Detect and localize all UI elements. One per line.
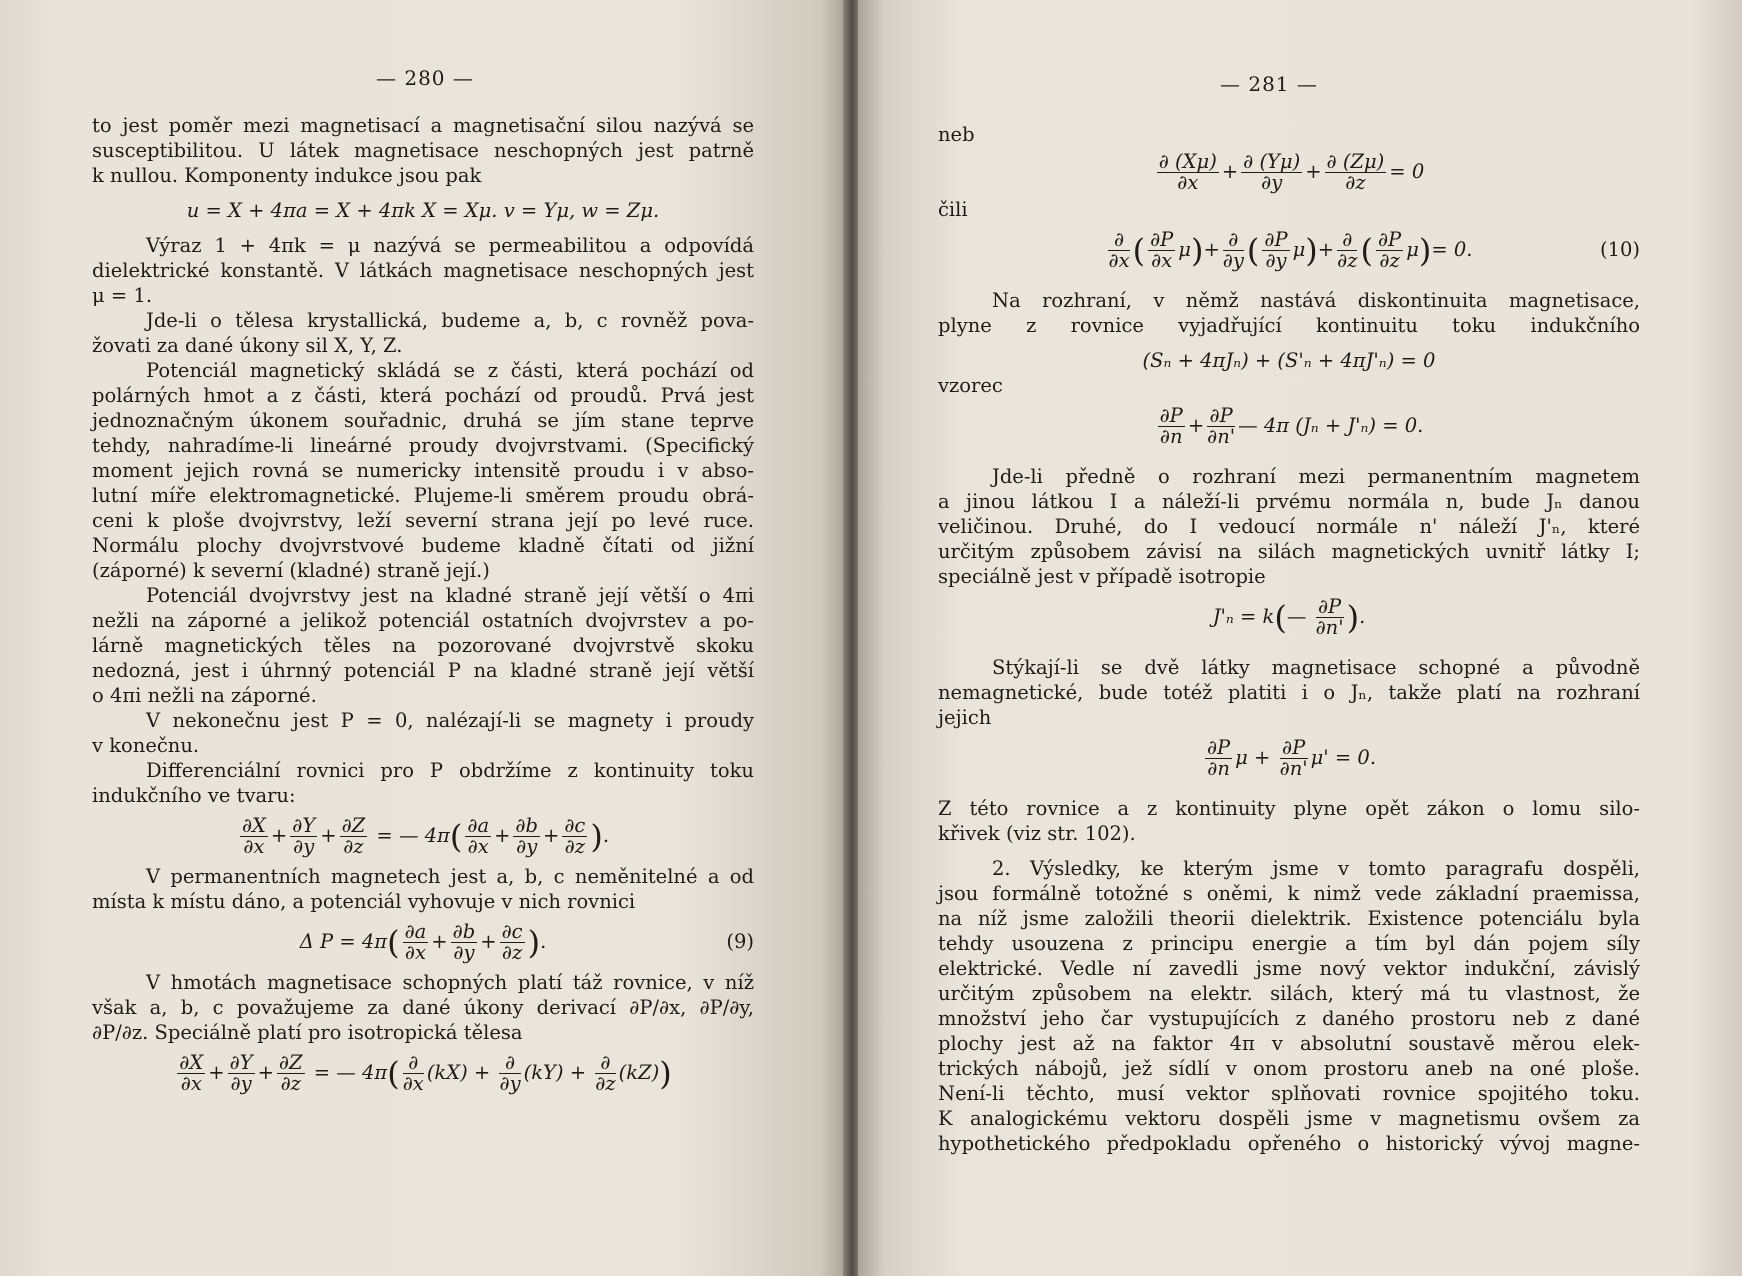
text-line: Není-li těchto, musí vektor splňovati rovnice spojitého toku. xyxy=(938,1082,1640,1105)
text-line: speciálně jest v případě isotropie xyxy=(938,565,1266,588)
equation-flux: $\frac{\partial (X\mu)}{\partial x}$ + $\frac{\partial (Y\mu)}{\partial y}$ + $\frac{\partial (Z\mu)}{\partial z}$ = 0 xyxy=(1158,150,1425,194)
text-line: trických nábojů, jež sídlí v onom prostoru aneb na oné ploše. xyxy=(938,1057,1640,1080)
text-line: lutní míře elektromagnetické. Plujeme-li směrem proudu obrá- xyxy=(92,484,754,507)
text-line: susceptibilitou. U látek magnetisace neschopných jest patrně xyxy=(92,139,754,162)
equation-10: $\frac{\partial}{\partial x}$ ( $\frac{\partial P}{\partial x}$ μ)+ $\frac{\partial}{\partial y}$ ( $\frac{\partial P}{\partial y}$ μ)+ $\frac{\partial}{\partial z}$ ( $\frac{\partial P}{\partial z}$ μ)= 0. (10) xyxy=(938,222,1640,278)
text-line: místa k místu dáno, a potenciál vyhovuje v nich rovnici xyxy=(92,890,636,913)
text-line: křivek (viz str. 102). xyxy=(938,822,1136,845)
text-line: však a, b, c považujeme za dané úkony derivací ∂P/∂x, ∂P/∂y, xyxy=(92,996,754,1019)
text-line: v konečnu. xyxy=(92,734,200,757)
text-line: μ = 1. xyxy=(92,284,153,307)
text-line: nežli na záporné a jelikož potenciál ostatních dvojvrstev a po- xyxy=(92,609,754,632)
text-line: Normálu plochy dvojvrstvové budeme kladně čítati od jižní xyxy=(92,534,754,557)
text-line: 2. Výsledky, ke kterým jsme v tomto paragrafu dospěli, xyxy=(992,857,1640,880)
text-line: Potenciál magnetický skládá se z části, která pochází od xyxy=(146,359,754,382)
left-page-text xyxy=(92,113,754,1101)
equation-induction: u = X + 4πa = X + 4πk X = Xμ. v = Yμ, w = Zμ. xyxy=(186,199,660,222)
left-page xyxy=(0,0,846,1276)
text-line: dielektrické konstantě. V látkách magnetisace neschopných jest xyxy=(92,259,754,282)
equation-mu: $\frac{\partial P}{\partial n}$ μ + $\frac{\partial P}{\partial n'}$ μ' = 0. xyxy=(1206,736,1377,780)
fraction: $\frac{\partial Z}{\partial z}$ xyxy=(341,814,366,858)
equation-lhs: Δ P = 4π xyxy=(299,930,388,953)
text-line: ∂P/∂z. Speciálně platí pro isotropická tělesa xyxy=(92,1021,523,1044)
text-line: jejich xyxy=(938,706,992,729)
page-number-281: — 281 — xyxy=(1220,72,1318,96)
equation-operator: = — 4π xyxy=(376,824,450,847)
text-line: moment jejich rovná se numericky intensitě proudu i v abso- xyxy=(92,459,754,482)
text-line: Stýkají-li se dvě látky magnetisace schopné a původně xyxy=(992,656,1640,679)
text-line: na níž jsme založili theorii dielektrik. Existence potenciálu byla xyxy=(938,907,1640,930)
fraction: $\frac{\partial Y}{\partial y}$ xyxy=(292,814,316,858)
text-line: plochy jest až na faktor 4π v absolutní soustavě měrou elek- xyxy=(938,1032,1640,1055)
text-line: Differenciální rovnici pro P obdržíme z kontinuity toku xyxy=(146,759,754,782)
equation-normal: $\frac{\partial P}{\partial n}$ + $\frac{\partial P}{\partial n'}$ — 4π (Jₙ + J'ₙ) = 0. xyxy=(1159,404,1424,448)
text-line: čili xyxy=(938,198,968,221)
equation-operator: = — 4π xyxy=(313,1061,388,1084)
text-line: plyne z rovnice vyjadřující kontinuitu toku indukčního xyxy=(938,314,1640,337)
text-line: jednoznačným úkonem souřadnic, druhá se jím stane teprve xyxy=(92,409,754,432)
equation-sn: (Sₙ + 4πJₙ) + (S'ₙ + 4πJ'ₙ) = 0 xyxy=(1142,349,1436,372)
equation-number-9: (9) xyxy=(726,930,754,953)
text-line: Z této rovnice a z kontinuity plyne opět zákon o lomu silo- xyxy=(938,797,1640,820)
equation-number-10: (10) xyxy=(1599,238,1640,261)
text-line: neb xyxy=(938,123,975,146)
text-line: V hmotách magnetisace schopných platí táž rovnice, v níž xyxy=(146,971,754,994)
text-line: vzorec xyxy=(938,374,1003,397)
text-line: Na rozhraní, v němž nastává diskontinuita magnetisace, xyxy=(992,289,1640,312)
fraction: $\frac{\partial X}{\partial x}$ xyxy=(241,814,266,858)
text-line: Potenciál dvojvrstvy jest na kladné straně její větší o 4πi xyxy=(146,584,754,607)
text-line: žovati za dané úkony sil X, Y, Z. xyxy=(92,334,403,357)
text-line: indukčního ve tvaru: xyxy=(92,784,296,807)
text-line: to jest poměr mezi magnetisací a magnetisační silou nazývá se xyxy=(92,114,754,137)
text-line: ceni k ploše dvojvrstvy, leží severní strana její po levé ruce. xyxy=(92,509,754,532)
text-line: Výraz 1 + 4πk = μ nazývá se permeabilitou a odpovídá xyxy=(146,234,754,257)
text-line: lárně magnetických těles na pozorované dvojvrstvě skoku xyxy=(92,634,754,657)
page-number-280: — 280 — xyxy=(376,66,474,90)
text-line: (záporné) k severní (kladné) straně její.) xyxy=(92,559,490,582)
right-page-text xyxy=(938,122,1640,1156)
text-line: nedozná, jest i úhrnný potenciál P na kladné straně její větší xyxy=(92,659,754,682)
equation-9: Δ P = 4π( $\frac{\partial a}{\partial x}$ + $\frac{\partial b}{\partial y}$ + $\frac{\partial c}{\partial z}$ ). (9) xyxy=(92,914,754,970)
equation-isotropic: $\frac{\partial X}{\partial x}$ + $\frac{\partial Y}{\partial y}$ + $\frac{\partial Z}{\partial z}$ = — 4π( $\frac{\partial}{\partial x}$ (kX) + $\frac{\partial}{\partial y}$ (kY) + $\frac{\partial}{\partial z}$ (kZ)) xyxy=(179,1051,672,1095)
text-line: hypothetického předpokladu opřeného o historický vývoj magne- xyxy=(938,1132,1640,1155)
text-line: jsou formálně totožné s oněmi, k nimž vede základní praemissa, xyxy=(938,882,1640,905)
text-line: polárných hmot a z části, která pochází od proudů. Prvá jest xyxy=(92,384,754,407)
right-page xyxy=(858,0,1742,1276)
text-line: určitým způsobem závisí na silách magnetických uvnitř látky I; xyxy=(938,540,1640,563)
text-line: K analogickému vektoru dospěli jsme v magnetismu ovšem za xyxy=(938,1107,1640,1130)
text-line: tehdy usouzena z principu energie a tím byl dán pojem síly xyxy=(938,932,1640,955)
text-line: a jinou látkou I a náleží-li prvému normála n, bude Jₙ danou xyxy=(938,490,1640,513)
text-line: určitým způsobem na elektr. silách, který má tu vlastnost, že xyxy=(938,982,1640,1005)
text-line: k nullou. Komponenty indukce jsou pak xyxy=(92,164,482,187)
text-line: o 4πi nežli na záporné. xyxy=(92,684,317,707)
text-line: V permanentních magnetech jest a, b, c neměnitelné a od xyxy=(146,865,754,888)
text-line: elektrické. Vedle ní zavedli jsme nový vektor indukční, závislý xyxy=(938,957,1640,980)
equation-continuity: $\frac{\partial X}{\partial x}$ + $\frac{\partial Y}{\partial y}$ + $\frac{\partial Z}{\partial z}$ = — 4π( $\frac{\partial a}{\partial x}$ + $\frac{\partial b}{\partial y}$ + $\frac{\partial c}{\partial z}$ ). xyxy=(241,814,610,858)
text-line: Jde-li o tělesa krystallická, budeme a, b, c rovněž pova- xyxy=(146,309,754,332)
text-line: Jde-li předně o rozhraní mezi permanentním magnetem xyxy=(992,465,1640,488)
text-line: veličinou. Druhé, do I vedoucí normále n' náleží J'ₙ, které xyxy=(938,515,1640,538)
equation-jn: J'ₙ = k(— $\frac{\partial P}{\partial n'}$ ). xyxy=(1212,595,1366,639)
text-line: V nekonečnu jest P = 0, nalézají-li se magnety i proudy xyxy=(146,709,754,732)
text-line: množství jeho čar vystupujících z daného prostoru neb z dané xyxy=(938,1007,1640,1030)
text-line: tehdy, nahradíme-li lineárné proudy dvojvrstvami. (Specifický xyxy=(92,434,754,457)
text-line: nemagnetické, bude totéž platiti i o Jₙ, takže platí na rozhraní xyxy=(938,681,1640,704)
